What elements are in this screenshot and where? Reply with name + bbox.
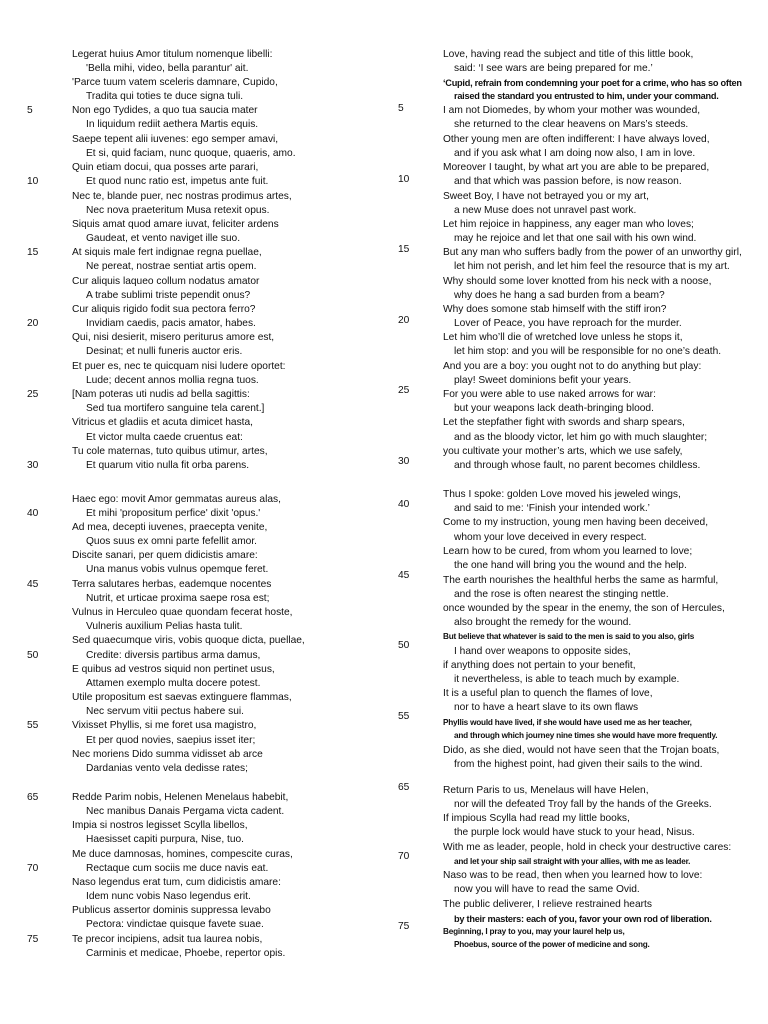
english-verse-line: Lover of Peace, you have reproach for the murder.	[454, 318, 682, 329]
latin-verse-line: Vulnus in Herculeo quae quondam fecerat hoste,	[72, 607, 293, 618]
latin-verse-line: Me duce damnosas, homines, compescite curas,	[72, 849, 293, 860]
latin-verse-line: Haesisset capiti purpura, Nise, tuo.	[86, 834, 244, 845]
english-verse-line: Why should some lover knotted from his neck with a noose,	[443, 276, 712, 287]
latin-verse-line: Te precor incipiens, adsit tua laurea nobis,	[72, 934, 263, 945]
english-verse-line: Learn how to be cured, from whom you learned to love;	[443, 546, 693, 557]
english-verse-line: and the rose is often nearest the stinging nettle.	[454, 589, 669, 600]
latin-verse-line: Sed quaecumque viris, vobis quoque dicta, puellae,	[72, 635, 305, 646]
english-verse-line: a new Muse does not unravel past work.	[454, 205, 637, 216]
latin-verse-line: Terra salutares herbas, eademque nocentes	[72, 579, 272, 590]
english-line-number: 5	[398, 103, 404, 114]
latin-verse-line: In liquidum rediit aethera Martis equis.	[86, 119, 259, 130]
latin-verse-line: Cur aliquis rigido fodit sua pectora ferro?	[72, 304, 256, 315]
english-verse-line: by their masters: each of you, favor your own rod of liberation.	[454, 914, 712, 924]
latin-line-number: 25	[27, 389, 39, 400]
latin-line-number: 5	[27, 105, 33, 116]
english-verse-line: Thus I spoke: golden Love moved his jeweled wings,	[443, 489, 681, 500]
latin-verse-line: Siquis amat quod amare iuvat, feliciter ardens	[72, 219, 279, 230]
english-line-number: 40	[398, 499, 410, 510]
latin-verse-line: Quin etiam docui, qua posses arte parari,	[72, 162, 259, 173]
latin-verse-line: Impia si nostros legisset Scylla libellos,	[72, 820, 248, 831]
latin-line-number: 70	[27, 863, 39, 874]
latin-verse-line: Rectaque cum sociis me duce navis eat.	[86, 863, 269, 874]
latin-verse-line: A trabe sublimi triste pependit onus?	[86, 290, 251, 301]
latin-verse-line: Tu cole maternas, tuto quibus utimur, artes,	[72, 446, 268, 457]
english-verse-line: Let the stepfather fight with swords and sharp spears,	[443, 417, 685, 428]
english-verse-line: But believe that whatever is said to the men is said to you also, girls	[443, 632, 695, 641]
english-verse-line: and said to me: ‘Finish your intended work.’	[454, 503, 650, 514]
latin-verse-line: Non ego Tydides, a quo tua saucia mater	[72, 105, 258, 116]
latin-verse-line: Nec manibus Danais Pergama victa cadent.	[86, 806, 285, 817]
english-verse-line: may he rejoice and let that one sail with his own wind.	[454, 233, 697, 244]
latin-verse-line: Vitricus et gladiis et acuta dimicet hasta,	[72, 417, 254, 428]
english-verse-line: let him stop: and you will be responsible for no one’s death.	[454, 346, 722, 357]
english-verse-line: and through which journey nine times she would have more frequently.	[454, 731, 718, 740]
latin-verse-line: Nec moriens Dido summa vidisset ab arce	[72, 749, 263, 760]
english-verse-line: ‘Cupid, refrain from condemning your poet for a crime, who has so often	[443, 78, 742, 88]
english-verse-line: but your weapons lack death-bringing blood.	[454, 403, 654, 414]
english-verse-line: she returned to the clear heavens on Mars’s steeds.	[454, 119, 689, 130]
english-verse-line: It is a useful plan to quench the flames of love,	[443, 688, 653, 699]
english-line-number: 65	[398, 782, 410, 793]
latin-line-number: 50	[27, 650, 39, 661]
english-verse-line: Dido, as she died, would not have seen that the Trojan boats,	[443, 745, 720, 756]
english-verse-line: If impious Scylla had read my little books,	[443, 813, 630, 824]
latin-verse-line: Discite sanari, per quem didicistis amare:	[72, 550, 258, 561]
english-verse-line: nor to have a heart slave to its own flaws	[454, 702, 639, 713]
latin-verse-line: Attamen exemplo multa docere potest.	[86, 678, 261, 689]
english-verse-line: the one hand will bring you the wound and the help.	[454, 560, 687, 571]
english-verse-line: Love, having read the subject and title of this little book,	[443, 49, 694, 60]
latin-verse-line: Tradita qui toties te duce signa tuli.	[86, 91, 244, 102]
english-line-number: 10	[398, 174, 410, 185]
english-verse-line: and if you ask what I am doing now also, I am in love.	[454, 148, 696, 159]
latin-verse-line: Vixisset Phyllis, si me foret usa magistro,	[72, 720, 257, 731]
latin-verse-line: Publicus assertor dominis suppressa levabo	[72, 905, 271, 916]
english-verse-line: nor will the defeated Troy fall by the hands of the Greeks.	[454, 799, 712, 810]
latin-verse-line: Qui, nisi desierit, misero periturus amore est,	[72, 332, 275, 343]
english-verse-line: For you were able to use naked arrows for war:	[443, 389, 656, 400]
english-verse-line: Phoebus, source of the power of medicine and song.	[454, 940, 650, 949]
english-verse-line: why does he hang a sad burden from a beam?	[454, 290, 665, 301]
latin-verse-line: Credite: diversis partibus arma damus,	[86, 650, 261, 661]
english-verse-line: play! Sweet dominions befit your years.	[454, 375, 632, 386]
english-verse-line: The earth nourishes the healthful herbs the same as harmful,	[443, 575, 719, 586]
latin-verse-line: Una manus vobis vulnus opemque feret.	[86, 564, 269, 575]
latin-verse-line: Dardanias vento vela dedisse rates;	[86, 763, 248, 774]
english-verse-line: you cultivate your mother’s arts, which we use safely,	[443, 446, 683, 457]
latin-verse-line: 'Parce tuum vatem sceleris damnare, Cupido,	[72, 77, 278, 88]
latin-verse-line: Et si, quid faciam, nunc quoque, quaeris, amo.	[86, 148, 296, 159]
english-verse-line: and that which was passion before, is now reason.	[454, 176, 682, 187]
latin-verse-line: Redde Parim nobis, Helenen Menelaus habebit,	[72, 792, 289, 803]
latin-verse-line: Lude; decent annos mollia regna tuos.	[86, 375, 259, 386]
english-verse-line: Sweet Boy, I have not betrayed you or my art,	[443, 191, 649, 202]
latin-verse-line: At siquis male fert indignae regna puellae,	[72, 247, 262, 258]
latin-verse-line: Et puer es, nec te quicquam nisi ludere oportet:	[72, 361, 286, 372]
english-line-number: 30	[398, 456, 410, 467]
latin-verse-line: Ne pereat, nostrae sentiat artis opem.	[86, 261, 257, 272]
english-verse-line: I hand over weapons to opposite sides,	[454, 646, 631, 657]
latin-verse-line: Naso legendus erat tum, cum didicistis amare:	[72, 877, 281, 888]
latin-verse-line: Saepe tepent alii iuvenes: ego semper amavi,	[72, 134, 279, 145]
english-line-number: 55	[398, 711, 410, 722]
english-verse-line: Beginning, I pray to you, may your laurel help us,	[443, 927, 625, 936]
latin-line-number: 40	[27, 508, 39, 519]
latin-verse-line: Cur aliquis laqueo collum nodatus amator	[72, 276, 260, 287]
english-verse-line: let him not perish, and let him feel the resource that is my art.	[454, 261, 730, 272]
english-verse-line: Phyllis would have lived, if she would have used me as her teacher,	[443, 718, 692, 727]
latin-line-number: 65	[27, 792, 39, 803]
latin-verse-line: Et mihi 'propositum perfice' dixit 'opus.'	[86, 508, 261, 519]
english-verse-line: Come to my instruction, young men having been deceived,	[443, 517, 709, 528]
latin-line-number: 30	[27, 460, 39, 471]
latin-verse-line: Vulneris auxilium Pelias hasta tulit.	[86, 621, 243, 632]
latin-line-number: 55	[27, 720, 39, 731]
english-verse-line: if anything does not pertain to your benefit,	[443, 660, 636, 671]
latin-line-number: 20	[27, 318, 39, 329]
latin-verse-line: Nutrit, et urticae proxima saepe rosa est;	[86, 593, 270, 604]
english-verse-line: I am not Diomedes, by whom your mother was wounded,	[443, 105, 701, 116]
english-verse-line: Naso was to be read, then when you learned how to love:	[443, 870, 703, 881]
english-verse-line: Moreover I taught, by what art you are able to be prepared,	[443, 162, 710, 173]
english-verse-line: Other young men are often indifferent: I have always loved,	[443, 134, 710, 145]
english-line-number: 70	[398, 851, 410, 862]
english-verse-line: whom your love deceived in every respect.	[454, 532, 647, 543]
latin-line-number: 45	[27, 579, 39, 590]
english-verse-line: and through whose fault, no parent becomes childless.	[454, 460, 701, 471]
english-verse-line: once wounded by the spear in the enemy, the son of Hercules,	[443, 603, 725, 614]
english-verse-line: Let him who’ll die of wretched love unless he stops it,	[443, 332, 683, 343]
english-line-number: 45	[398, 570, 410, 581]
latin-line-number: 75	[27, 934, 39, 945]
latin-verse-line: Ad mea, decepti iuvenes, praecepta venite,	[72, 522, 268, 533]
latin-verse-line: Carminis et medicae, Phoebe, repertor opis.	[86, 948, 286, 959]
latin-line-number: 15	[27, 247, 39, 258]
english-verse-line: Let him rejoice in happiness, any eager man who loves;	[443, 219, 694, 230]
english-verse-line: And you are a boy: you ought not to do anything but play:	[443, 361, 702, 372]
english-verse-line: also brought the remedy for the wound.	[454, 617, 632, 628]
english-line-number: 20	[398, 315, 410, 326]
latin-verse-line: [Nam poteras uti nudis ad bella sagittis:	[72, 389, 250, 400]
english-line-number: 25	[398, 385, 410, 396]
latin-verse-line: Desinat; et nulli funeris auctor eris.	[86, 346, 243, 357]
english-verse-line: now you will have to read the same Ovid.	[454, 884, 640, 895]
english-verse-line: Why does somone stab himself with the stiff iron?	[443, 304, 667, 315]
english-verse-line: Return Paris to us, Menelaus will have Helen,	[443, 785, 649, 796]
latin-verse-line: Sed tua mortifero sanguine tela carent.]	[86, 403, 265, 414]
latin-verse-line: Gaudeat, et vento naviget ille suo.	[86, 233, 241, 244]
english-verse-line: it nevertheless, is able to teach much by example.	[454, 674, 680, 685]
latin-verse-line: Et quarum vitio nulla fit orba parens.	[86, 460, 250, 471]
english-line-number: 75	[398, 921, 410, 932]
english-verse-line: The public deliverer, I relieve restrained hearts	[443, 899, 652, 910]
latin-verse-line: Et quod nunc ratio est, impetus ante fuit.	[86, 176, 269, 187]
latin-verse-line: Nec nova praeteritum Musa retexit opus.	[86, 205, 270, 216]
english-verse-line: raised the standard you entrusted to him, under your command.	[454, 91, 719, 101]
english-verse-line: from the highest point, had given their sails to the wind.	[454, 759, 703, 770]
latin-verse-line: E quibus ad vestros siquid non pertinet usus,	[72, 664, 275, 675]
latin-verse-line: Et victor multa caede cruentus eat:	[86, 432, 243, 443]
latin-verse-line: Utile propositum est saevas extinguere flammas,	[72, 692, 292, 703]
latin-verse-line: Nec servum vitii pectus habere sui.	[86, 706, 244, 717]
latin-verse-line: Et per quod novies, saepius isset iter;	[86, 735, 256, 746]
english-verse-line: and as the bloody victor, let him go with much slaughter;	[454, 432, 708, 443]
english-line-number: 50	[398, 640, 410, 651]
latin-verse-line: Haec ego: movit Amor gemmatas aureus alas,	[72, 494, 281, 505]
latin-line-number: 10	[27, 176, 39, 187]
latin-verse-line: Invidiam caedis, pacis amator, habes.	[86, 318, 256, 329]
latin-verse-line: 'Bella mihi, video, bella parantur' ait.	[86, 63, 249, 74]
latin-verse-line: Nec te, blande puer, nec nostras prodimus artes,	[72, 191, 292, 202]
english-verse-line: the purple lock would have stuck to your head, Nisus.	[454, 827, 695, 838]
english-verse-line: said: ‘I see wars are being prepared for me.’	[454, 63, 653, 74]
english-line-number: 15	[398, 244, 410, 255]
latin-verse-line: Quos suus ex omni parte fefellit amor.	[86, 536, 258, 547]
english-verse-line: But any man who suffers badly from the power of an unworthy girl,	[443, 247, 742, 258]
english-verse-line: With me as leader, people, hold in check your destructive cares:	[443, 842, 732, 853]
latin-verse-line: Idem nunc vobis Naso legendus erit.	[86, 891, 251, 902]
latin-verse-line: Pectora: vindictae quisque favete suae.	[86, 919, 264, 930]
latin-verse-line: Legerat huius Amor titulum nomenque libelli:	[72, 49, 273, 60]
english-verse-line: and let your ship sail straight with your allies, with me as leader.	[454, 857, 691, 866]
